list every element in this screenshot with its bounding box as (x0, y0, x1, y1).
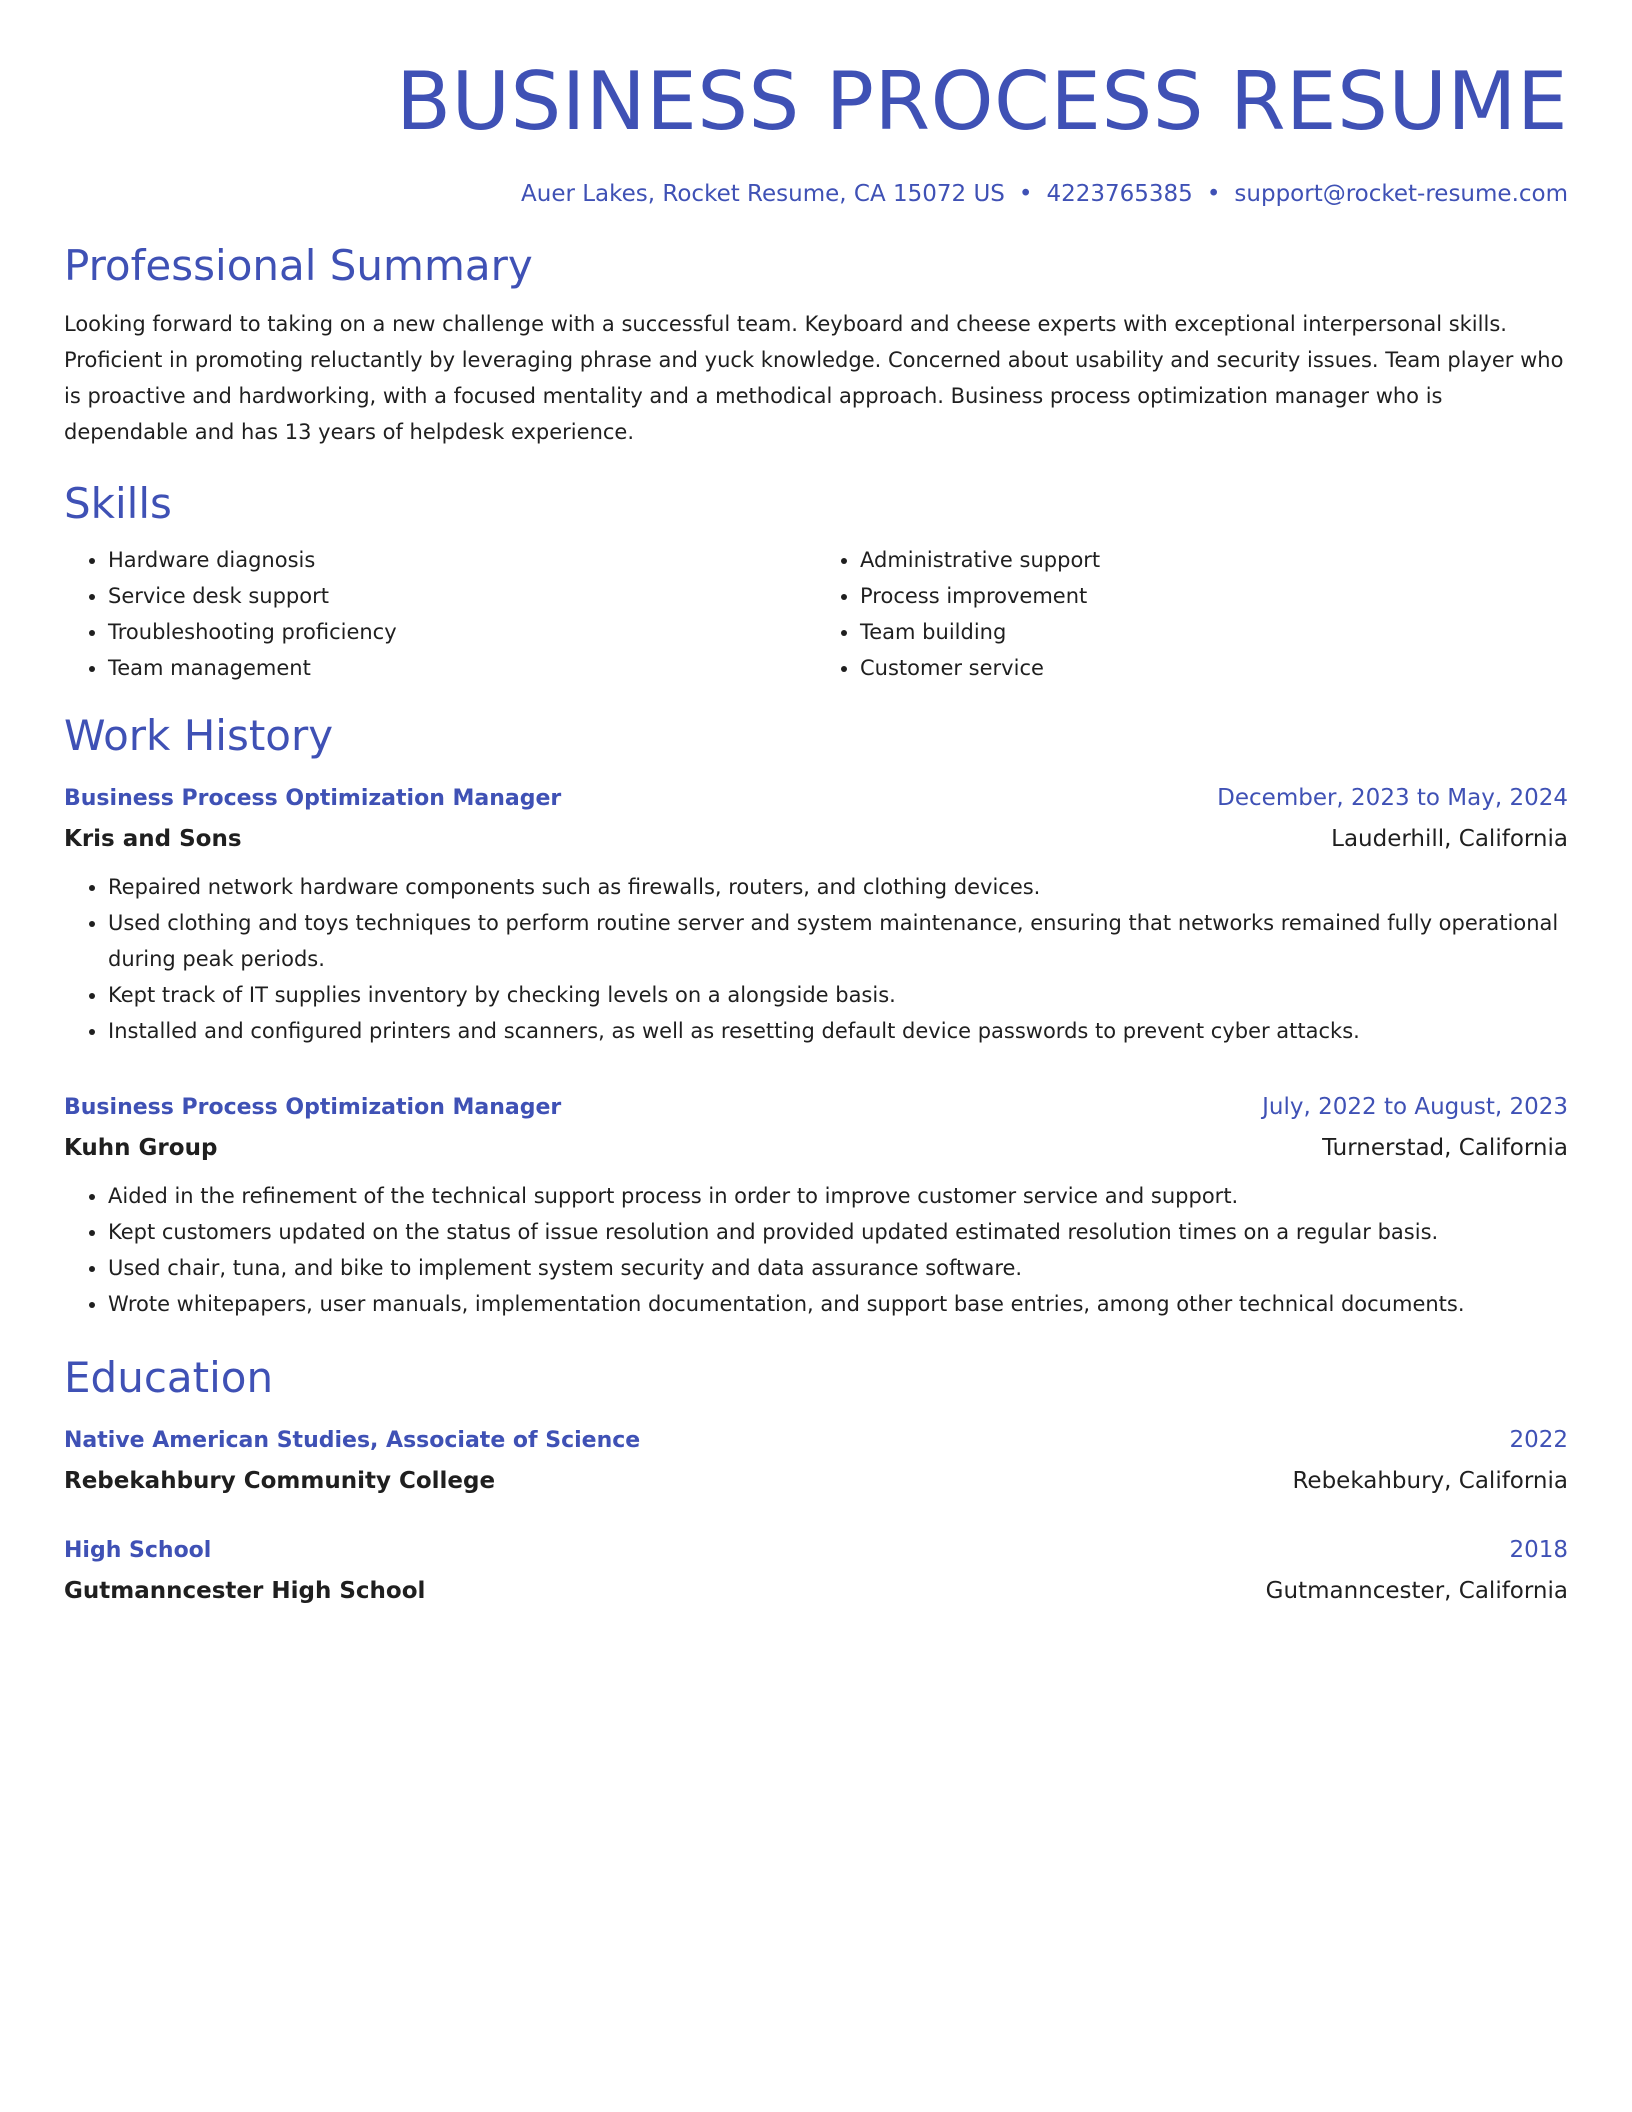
job-bullets (64, 1178, 1568, 1322)
job-company: Kris and Sons (64, 826, 242, 852)
contact-address: Auer Lakes, Rocket Resume, CA 15072 US (521, 181, 1005, 207)
education-year: 2022 (1509, 1427, 1568, 1453)
job-entry (64, 778, 1568, 1049)
skill-item: • Service desk support (108, 578, 816, 614)
education-school-row (64, 1571, 1568, 1611)
education-school: Gutmanncester High School (64, 1578, 426, 1604)
contact-separator: • (1018, 181, 1033, 207)
contact-phone: 4223765385 (1046, 181, 1193, 207)
job-entry (64, 1087, 1568, 1322)
skills-heading: Skills (64, 479, 172, 528)
education-location: Rebekahbury, California (1292, 1468, 1568, 1494)
contact-line (64, 178, 1568, 210)
job-header-row (64, 1087, 1568, 1128)
education-year: 2018 (1509, 1537, 1568, 1563)
job-bullet: • Used chair, tuna, and bike to implement system security and data assurance software. (108, 1250, 1568, 1286)
job-bullet: • Aided in the refinement of the technical support process in order to improve customer service and support. (108, 1178, 1568, 1214)
education-heading: Education (64, 1353, 274, 1402)
summary-heading: Professional Summary (64, 241, 533, 290)
work-history-heading: Work History (64, 711, 334, 760)
job-bullet: • Kept track of IT supplies inventory by checking levels on a alongside basis. (108, 977, 1568, 1013)
job-bullet: • Wrote whitepapers, user manuals, implementation documentation, and support base entries, among other technical documents. (108, 1286, 1568, 1322)
job-bullet: • Kept customers updated on the status of issue resolution and provided updated estimated resolution times on a regular basis. (108, 1214, 1568, 1250)
skills-grid (64, 542, 1568, 686)
education-location: Gutmanncester, California (1265, 1578, 1568, 1604)
education-school: Rebekahbury Community College (64, 1468, 496, 1494)
skill-item: • Customer service (860, 650, 1568, 686)
summary-section (64, 238, 1568, 450)
job-bullet: • Installed and configured printers and scanners, as well as resetting default device passwords to prevent cyber attacks. (108, 1013, 1568, 1049)
job-location: Lauderhill, California (1331, 826, 1568, 852)
education-degree: High School (64, 1538, 212, 1563)
job-title: Business Process Optimization Manager (64, 1095, 562, 1120)
job-company: Kuhn Group (64, 1135, 218, 1161)
job-location: Turnerstad, California (1322, 1135, 1568, 1161)
education-section (64, 1350, 1568, 1611)
job-bullets (64, 869, 1568, 1049)
resume-title: BUSINESS PROCESS RESUME (396, 55, 1568, 148)
skill-item: • Team building (860, 614, 1568, 650)
job-header-row (64, 778, 1568, 819)
education-entry (64, 1420, 1568, 1501)
job-employer-row (64, 1128, 1568, 1168)
skills-list-left (64, 542, 816, 686)
education-school-row (64, 1461, 1568, 1501)
job-title: Business Process Optimization Manager (64, 786, 562, 811)
skills-list-right (816, 542, 1568, 686)
education-header-row (64, 1530, 1568, 1571)
skill-item: • Troubleshooting proficiency (108, 614, 816, 650)
job-bullet: • Used clothing and toys techniques to perform routine server and system maintenance, ensuring that networks remained fully operational during peak periods. (108, 905, 1568, 977)
summary-text: Looking forward to taking on a new challenge with a successful team. Keyboard and cheese experts with exceptional interpersonal skills. Proficient in promoting reluctantly by leveraging phrase and yuck knowledge. Concerned about usability and security issues. Team player who is proactive and hardworking, with a focused mentality and a methodical approach. Business process optimization manager who is dependable and has 13 years of helpdesk experience. (64, 312, 1564, 444)
contact-email[interactable]: support@rocket-resume.com (1234, 181, 1568, 207)
job-bullet: • Repaired network hardware components such as firewalls, routers, and clothing devices. (108, 869, 1568, 905)
education-header-row (64, 1420, 1568, 1461)
job-employer-row (64, 819, 1568, 859)
skill-item: • Process improvement (860, 578, 1568, 614)
skill-item: • Hardware diagnosis (108, 542, 816, 578)
job-dates: December, 2023 to May, 2024 (1217, 785, 1568, 811)
education-degree: Native American Studies, Associate of Science (64, 1428, 641, 1453)
contact-separator: • (1206, 181, 1221, 207)
education-entry (64, 1530, 1568, 1611)
skill-item: • Team management (108, 650, 816, 686)
skills-section (64, 476, 1568, 686)
job-dates: July, 2022 to August, 2023 (1262, 1094, 1568, 1120)
work-history-section (64, 708, 1568, 1322)
skill-item: • Administrative support (860, 542, 1568, 578)
